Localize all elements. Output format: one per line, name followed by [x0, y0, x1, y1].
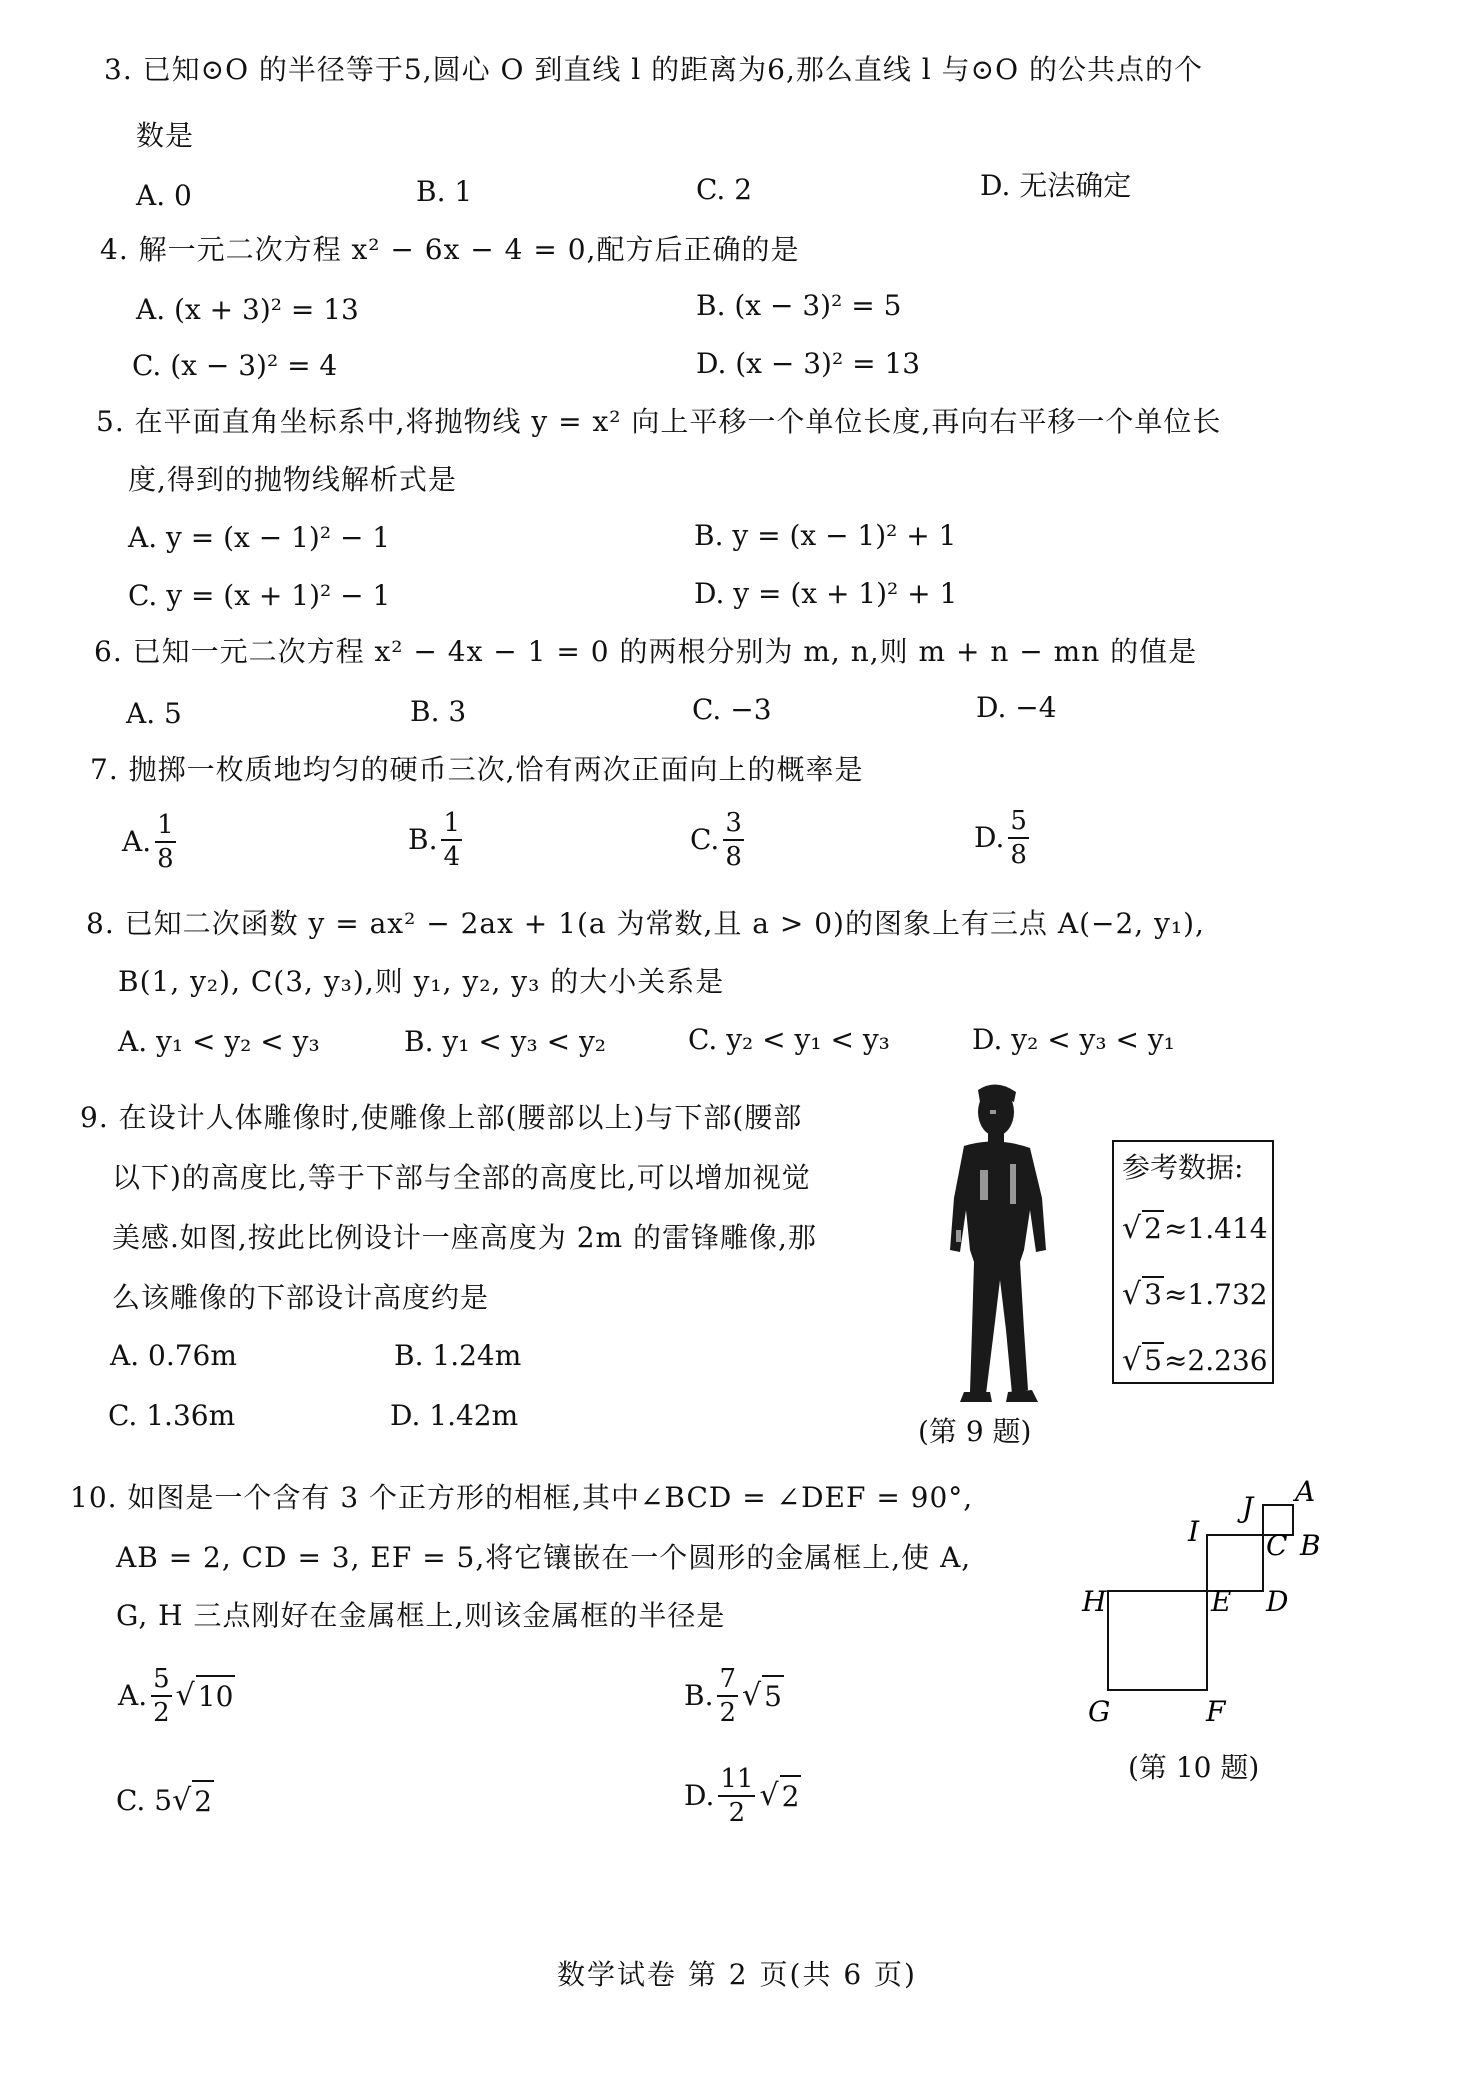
- label-g: G: [1088, 1695, 1111, 1728]
- q10-option-c: C. 5 √ 2: [116, 1780, 214, 1822]
- q9-option-b: B. 1.24m: [394, 1339, 522, 1372]
- q8-stem-line2: B(1, y₂), C(3, y₃),则 y₁, y₂, y₃ 的大小关系是: [118, 965, 725, 998]
- reference-sqrt3: √ 3≈1.732: [1122, 1277, 1268, 1312]
- q9-stem-line3: 美感.如图,按此比例设计一座高度为 2m 的雷锋雕像,那: [112, 1221, 817, 1254]
- q3-option-b: B. 1: [416, 175, 473, 208]
- q8-option-a: A. y₁ < y₂ < y₃: [118, 1025, 320, 1058]
- fraction: $\frac{5}{2}$: [153, 1664, 170, 1728]
- q7-option-a: A. $\frac{1}{8}$: [122, 810, 174, 874]
- q6-option-a: A. 5: [126, 697, 182, 730]
- q4-option-d: D. (x − 3)² = 13: [696, 347, 921, 380]
- label-j: J: [1242, 1491, 1254, 1524]
- q9-figure-caption: (第 9 题): [918, 1415, 1032, 1448]
- q10-stem-line1: 10. 如图是一个含有 3 个正方形的相框,其中∠BCD = ∠DEF = 90°,: [70, 1481, 974, 1514]
- q5-option-c: C. y = (x + 1)² − 1: [128, 579, 391, 612]
- large-square: [1108, 1591, 1207, 1690]
- q6-option-d: D. −4: [976, 691, 1057, 724]
- q8-option-b: B. y₁ < y₃ < y₂: [404, 1025, 607, 1058]
- q10-option-b: B. $\frac{7}{2}$ √ 5: [684, 1664, 782, 1728]
- label-i: I: [1188, 1515, 1200, 1548]
- label-a: A: [1295, 1475, 1316, 1508]
- q7-option-c: C. $\frac{3}{8}$: [690, 808, 742, 872]
- q9-option-a: A. 0.76m: [110, 1339, 237, 1372]
- q7-option-b: B. $\frac{1}{4}$: [408, 808, 461, 872]
- fraction: $\frac{5}{8}$: [1010, 806, 1027, 870]
- q3-stem-line2: 数是: [136, 119, 195, 152]
- q5-stem-line2: 度,得到的抛物线解析式是: [128, 463, 457, 496]
- label-c: C: [1266, 1529, 1288, 1562]
- q6-stem: 6. 已知一元二次方程 x² − 4x − 1 = 0 的两根分别为 m, n,则 m + n − mn 的值是: [94, 635, 1198, 668]
- q6-option-c: C. −3: [692, 693, 772, 726]
- reference-sqrt2: √ 2≈1.414: [1122, 1211, 1268, 1246]
- reference-data-title: 参考数据:: [1122, 1151, 1244, 1184]
- q4-option-c: C. (x − 3)² = 4: [132, 349, 338, 382]
- q10-option-d: D. $\frac{11}{2}$ √ 2: [684, 1764, 800, 1828]
- q9-option-c: C. 1.36m: [108, 1399, 236, 1432]
- q3-option-c: C. 2: [696, 173, 753, 206]
- fraction: $\frac{3}{8}$: [725, 808, 742, 872]
- q9-option-d: D. 1.42m: [390, 1399, 519, 1432]
- fraction: $\frac{11}{2}$: [720, 1764, 754, 1828]
- q10-stem-line3: G, H 三点刚好在金属框上,则该金属框的半径是: [116, 1599, 726, 1632]
- reference-data-box: [1112, 1140, 1274, 1384]
- q7-option-d: D. $\frac{5}{8}$: [974, 806, 1027, 870]
- q8-option-d: D. y₂ < y₃ < y₁: [972, 1023, 1175, 1056]
- q3-stem-line1: 3. 已知⊙O 的半径等于5,圆心 O 到直线 l 的距离为6,那么直线 l 与⊙O 的公共点的个: [104, 53, 1203, 86]
- q9-stem-line1: 9. 在设计人体雕像时,使雕像上部(腰部以上)与下部(腰部: [80, 1101, 803, 1134]
- q5-option-a: A. y = (x − 1)² − 1: [128, 521, 391, 554]
- label-e: E: [1211, 1585, 1232, 1618]
- q4-option-a: A. (x + 3)² = 13: [136, 293, 359, 326]
- fraction: $\frac{1}{8}$: [157, 810, 174, 874]
- q4-stem: 4. 解一元二次方程 x² − 6x − 4 = 0,配方后正确的是: [100, 233, 800, 266]
- q4-option-b: B. (x − 3)² = 5: [696, 289, 902, 322]
- q8-stem-line1: 8. 已知二次函数 y = ax² − 2ax + 1(a 为常数,且 a > 0)的图象上有三点 A(−2, y₁),: [86, 907, 1205, 940]
- label-f: F: [1206, 1695, 1226, 1728]
- q7-stem: 7. 抛掷一枚质地均匀的硬币三次,恰有两次正面向上的概率是: [90, 753, 864, 786]
- fraction: $\frac{1}{4}$: [443, 808, 461, 872]
- q10-stem-line2: AB = 2, CD = 3, EF = 5,将它镶嵌在一个圆形的金属框上,使 A,: [116, 1541, 972, 1574]
- fraction: $\frac{7}{2}$: [719, 1664, 737, 1728]
- q5-stem-line1: 5. 在平面直角坐标系中,将抛物线 y = x² 向上平移一个单位长度,再向右平移一个单位长: [96, 405, 1222, 438]
- reference-sqrt5: √ 5≈2.236: [1122, 1343, 1268, 1378]
- q3-option-d: D. 无法确定: [980, 169, 1132, 202]
- q9-stem-line4: 么该雕像的下部设计高度约是: [112, 1281, 490, 1314]
- q5-option-b: B. y = (x − 1)² + 1: [694, 519, 957, 552]
- page-footer: 数学试卷 第 2 页(共 6 页): [557, 1958, 917, 1991]
- q10-option-a: A. $\frac{5}{2}$ √ 10: [118, 1664, 234, 1728]
- q3-option-a: A. 0: [136, 179, 192, 212]
- label-b: B: [1300, 1529, 1321, 1562]
- q10-figure-caption: (第 10 题): [1128, 1751, 1260, 1784]
- q9-stem-line2: 以下)的高度比,等于下部与全部的高度比,可以增加视觉: [112, 1161, 811, 1194]
- label-d: D: [1266, 1585, 1289, 1618]
- q5-option-d: D. y = (x + 1)² + 1: [694, 577, 958, 610]
- q8-option-c: C. y₂ < y₁ < y₃: [688, 1023, 890, 1056]
- three-squares-figure: [1080, 1475, 1340, 1735]
- middle-square: [1207, 1535, 1263, 1591]
- q6-option-b: B. 3: [410, 695, 467, 728]
- label-h: H: [1082, 1585, 1107, 1618]
- statue-figure: [920, 1080, 1070, 1405]
